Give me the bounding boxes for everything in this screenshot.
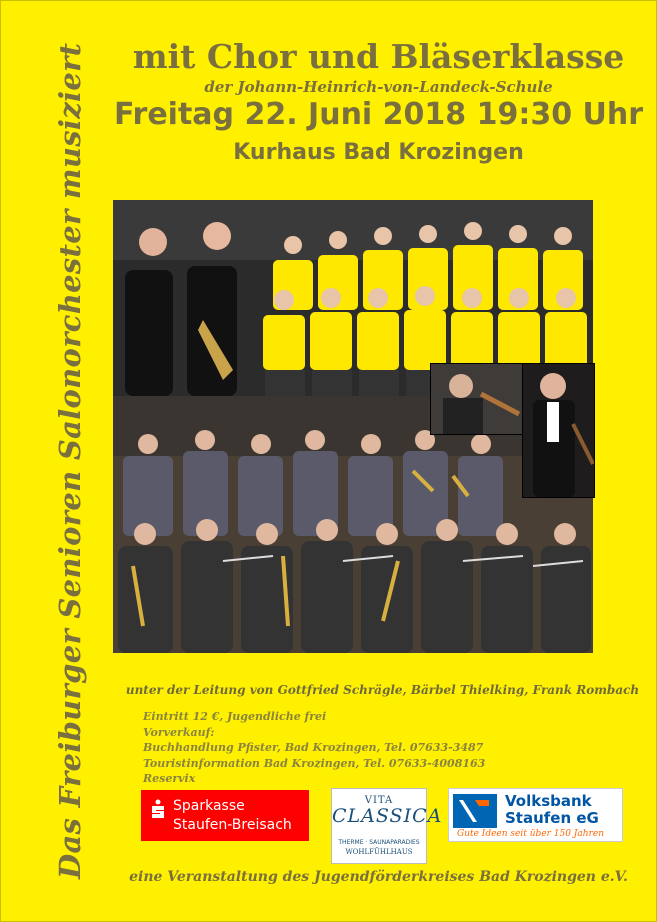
presale-label: Vorverkauf: <box>143 725 215 739</box>
organizer-footer: eine Veranstaltung des Jugendförderkreises Bad Krozingen e.V. <box>129 869 628 885</box>
volksbank-mark-icon <box>453 794 497 828</box>
volksbank-logo <box>448 788 623 842</box>
vita-classica-logo <box>331 788 443 864</box>
vita-subtitle: WOHLFÜHLHAUS <box>345 848 413 856</box>
sparkasse-branch: Staufen-Breisach <box>173 817 292 833</box>
conductor-photo <box>522 363 595 498</box>
violinist-illustration <box>431 364 523 434</box>
sparkasse-name: Sparkasse <box>173 798 245 814</box>
presale-tourist-info: Touristinformation Bad Krozingen, Tel. 07633-4008163 <box>143 756 486 770</box>
headline: mit Chor und Bläserklasse <box>132 37 625 76</box>
entry-price: Eintritt 12 €, Jugendliche frei <box>143 710 327 723</box>
event-venue: Kurhaus Bad Krozingen <box>233 140 524 165</box>
ticket-info <box>143 709 485 787</box>
violinist-photo <box>430 363 524 435</box>
sparkasse-logo <box>141 790 309 841</box>
volksbank-branch: Staufen eG <box>505 809 599 827</box>
conductors-line: unter der Leitung von Gottfried Schrägle, Bärbel Thielking, Frank Rombach <box>125 683 640 697</box>
vertical-title: Das Freiburger Senioren Salonorchester musiziert <box>53 42 87 879</box>
classica-word: CLASSICA <box>332 805 443 827</box>
volksbank-slogan: Gute Ideen seit über 150 Jahren <box>457 829 604 839</box>
sparkasse-s-icon <box>151 799 165 819</box>
conductor-illustration <box>523 364 594 497</box>
vita-word: VITA <box>364 795 394 806</box>
presale-bookstore: Buchhandlung Pfister, Bad Krozingen, Tel. 07633-3487 <box>143 741 484 754</box>
vita-tagline: THERME · SAUNAPARADIES <box>338 839 420 846</box>
presale-reservix: Reservix <box>143 772 196 785</box>
school-name: der Johann-Heinrich-von-Landeck-Schule <box>204 78 553 96</box>
volksbank-name: Volksbank <box>505 792 592 810</box>
event-date-time: Freitag 22. Juni 2018 19:30 Uhr <box>113 97 644 132</box>
